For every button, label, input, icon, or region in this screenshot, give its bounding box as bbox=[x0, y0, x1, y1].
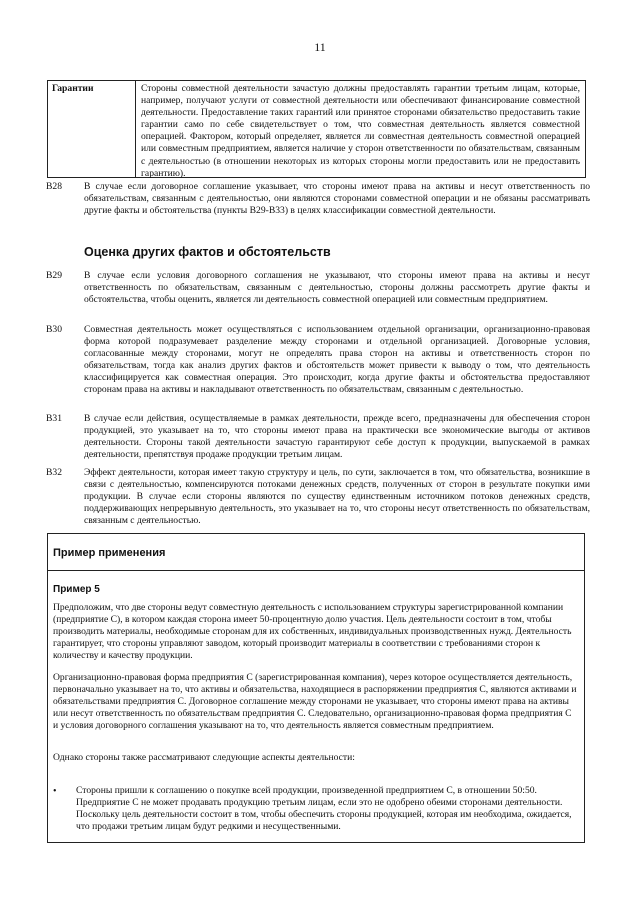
page-number: 11 bbox=[314, 40, 326, 54]
paragraph-b28 bbox=[46, 181, 590, 217]
paragraph-b30 bbox=[46, 324, 590, 395]
guarantees-text: Стороны совместной деятельности зачастую должны предоставлять гарантии третьим лицам, которые, например, получают услуги от совместной деятельности или обеспечивают финансирование совместной деятельности. Предоставление таких гарантий или принятое сторонами обязательство предоставить такие гарантии само по себе свидетельствует о том, что совместная деятельность является совместной операцией. Фактором, который определяет, является ли совместная деятельность совместной операцией или совместным предприятием, является наличие у сторон ответственности по обязательствам, связанным с деятельностью (в отношении некоторых из которых стороны могли предоставить или не предоставить гарантию). bbox=[141, 83, 580, 179]
example-divider bbox=[48, 570, 584, 571]
paragraph-number: B32 bbox=[46, 467, 62, 478]
example-title: Пример применения bbox=[53, 547, 166, 559]
paragraph-number: B30 bbox=[46, 324, 62, 335]
paragraph-text: В случае если условия договорного соглашения не указывают, что стороны имеют права на активы и несут ответственность по обязательствам, связанным с деятельностью, стороны должны рассмотреть другие факты и обстоятельства, чтобы оценить, является ли деятельность совместной операцией или совместным предприятием. bbox=[84, 270, 590, 305]
guarantees-table bbox=[47, 80, 586, 178]
paragraph-number: B28 bbox=[46, 181, 62, 192]
paragraph-number: B31 bbox=[46, 413, 62, 424]
example-paragraph-2: Организационно-правовая форма предприятия С (зарегистрированная компания), через которое осуществляется деятельность, первоначально указывает на то, что активы и обязательства, находящиеся в распоряжении предприятия С, являются активами и обязательствами предприятия С. Договорное соглашение между сторонами не указывает, что стороны имеют права на активы или несут ответственность по обязательствам предприятия С. Следовательно, организационно-правовая форма предприятия С и условия договорного соглашения указывают на то, что деятельность является совместным предприятием. bbox=[53, 672, 577, 732]
paragraph-text: В случае если действия, осуществляемые в рамках деятельности, прежде всего, предназначены для обеспечения сторон продукцией, это указывает на то, что стороны имеют права на практически все экономические выгоды от активов деятельности. Стороны такой деятельности зачастую гарантируют себе доступ к продукции, выпускаемой в рамках деятельности, препятствуя продаже продукции третьим лицам. bbox=[84, 413, 590, 460]
paragraph-b32 bbox=[46, 467, 590, 527]
bullet-icon: • bbox=[53, 786, 57, 797]
example-bullet-1: Стороны пришли к соглашению о покупке всей продукции, произведенной предприятием С, в отношении 50:50. Предприятие С не может продавать продукцию третьим лицам, если это не одобрено обеими сторонами деятельности. Поскольку цель деятельности состоит в том, чтобы обеспечить стороны продукцией, которая им необходима, ожидается, что продажи третьим лицам будут редкими и несущественными. bbox=[76, 785, 572, 833]
section-heading: Оценка других фактов и обстоятельств bbox=[84, 245, 331, 259]
guarantees-label: Гарантии bbox=[48, 81, 136, 177]
example-box bbox=[47, 533, 585, 843]
example-subtitle: Пример 5 bbox=[53, 584, 100, 595]
paragraph-b31 bbox=[46, 413, 590, 461]
paragraph-number: B29 bbox=[46, 270, 62, 281]
paragraph-text: Эффект деятельности, которая имеет такую структуру и цель, по сути, заключается в том, что обязательства, возникшие в связи с деятельностью, компенсируются потоками денежных средств, полученных от сторон в результате покупки ими продукции. В случае если стороны являются по существу единственным источником потоков денежных средств, поддерживающих непрерывную деятельность, это указывает на то, что стороны несут ответственность по обязательствам, связанным с деятельностью. bbox=[84, 467, 590, 526]
paragraph-text: Совместная деятельность может осуществляться с использованием отдельной организации, организационно-правовая форма которой подразумевает разделение между сторонами и отдельной организацией. Договорные условия, согласованные между сторонами, могут не определять права сторон на активы и ответственность сторон по обязательствам, тогда как анализ других фактов и обстоятельств может привести к выводу о том, что деятельность классифицируется как совместная операция. Это происходит, когда другие факты и обстоятельства предоставляют сторонам права на активы и накладывают ответственность по обязательствам, связанным с деятельностью. bbox=[84, 324, 590, 395]
example-paragraph-1: Предположим, что две стороны ведут совместную деятельность с использованием структуры зарегистрированной компании (предприятие С), в котором каждая сторона имеет 50-процентную долю участия. Цель деятельности состоит в том, чтобы производить материалы, необходимые сторонам для их собственных, индивидуальных производственных нужд. Деятельность гарантирует, что стороны управляют заводом, который производит материалы в соответствии с требованиями сторон к количеству и качеству продукции. bbox=[53, 602, 572, 662]
paragraph-text: В случае если договорное соглашение указывает, что стороны имеют права на активы и несут ответственность по обязательствам, связанным с деятельностью, они являются сторонами совместной операции и не обязаны рассматривать другие факты и обстоятельства (пункты B29-B33) в целях классификации совместной деятельности. bbox=[84, 181, 590, 216]
example-paragraph-3: Однако стороны также рассматривают следующие аспекты деятельности: bbox=[53, 752, 355, 763]
paragraph-b29 bbox=[46, 270, 590, 306]
